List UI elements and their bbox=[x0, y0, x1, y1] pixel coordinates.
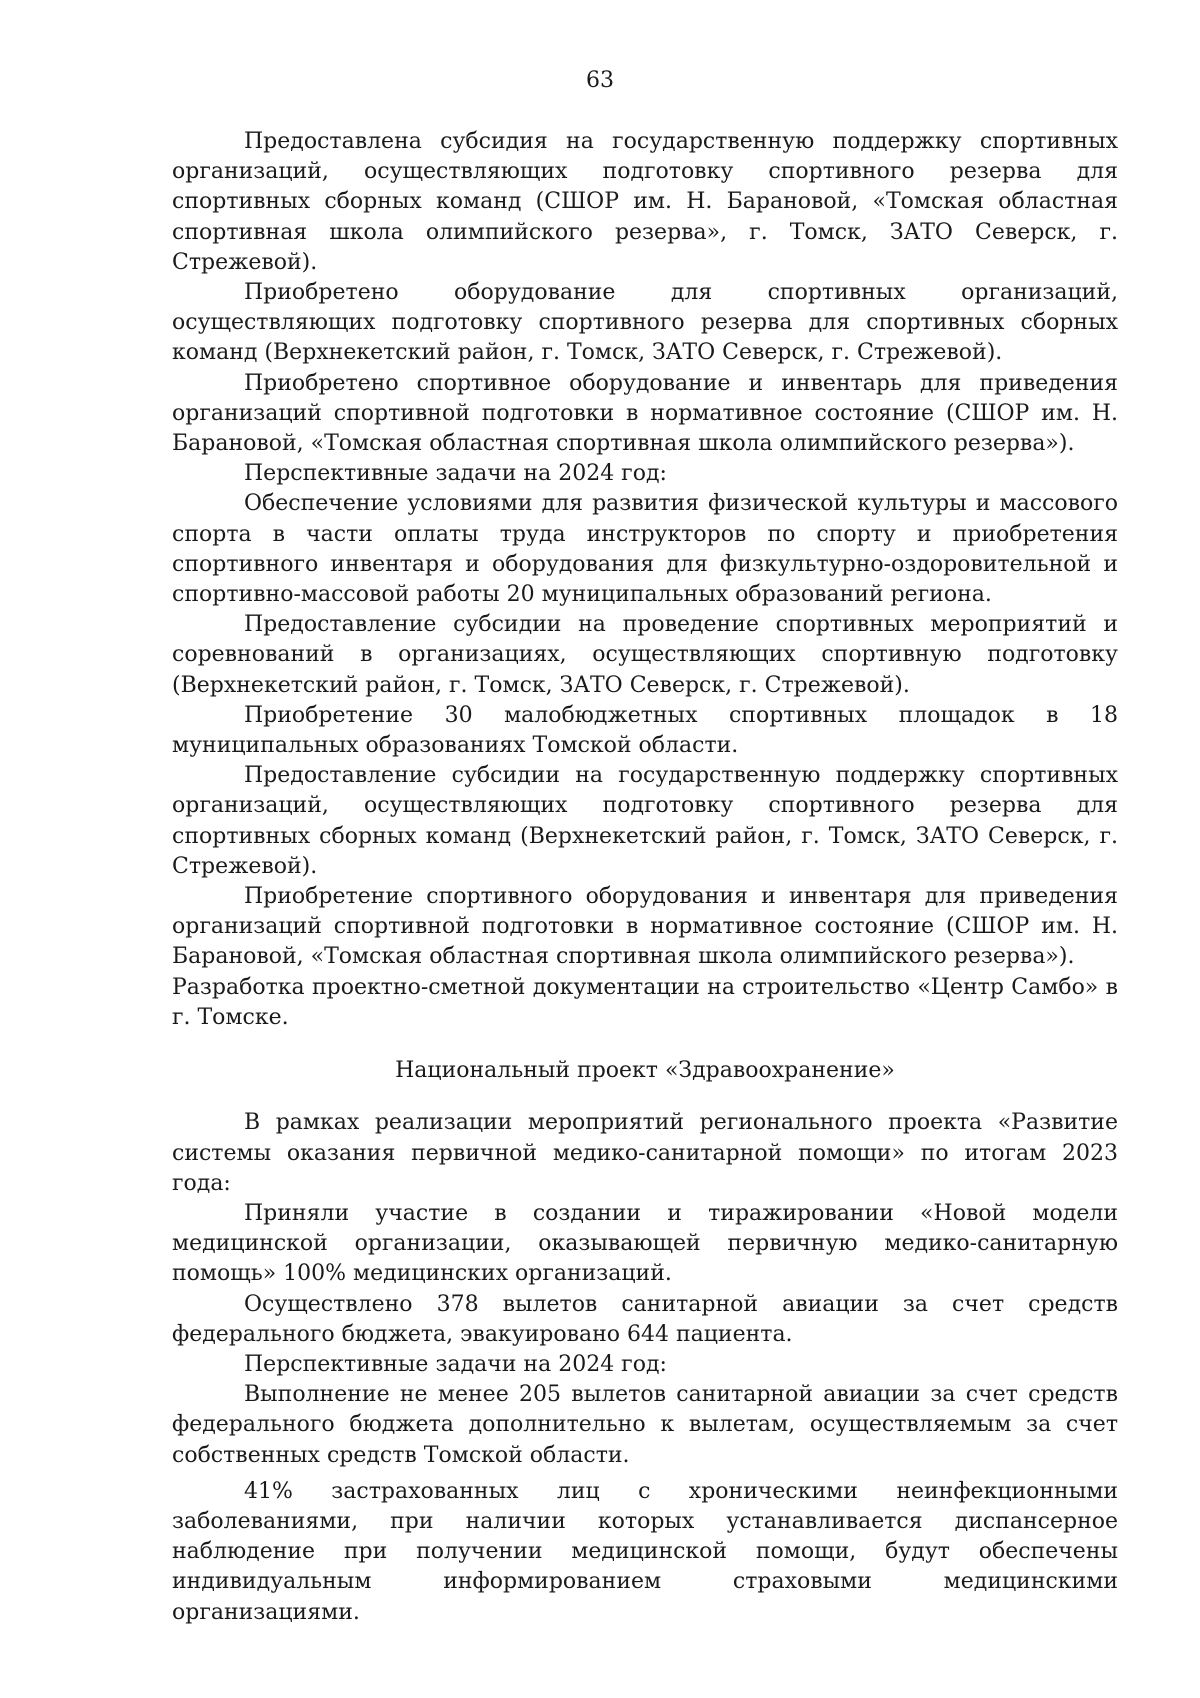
page-number: 63 bbox=[586, 68, 614, 93]
paragraph-subsidy-state-support: Предоставление субсидии на государственную поддержку спортивных организаций, осуществляющих подготовку спортивного резерва для спортивных сборных команд (Верхнекетский район, г. Томск, ЗАТО Северск, г. Стрежевой). bbox=[172, 763, 1118, 879]
paragraph-subsidy-events: Предоставление субсидии на проведение спортивных мероприятий и соревнований в организациях, осуществляющих спортивную подготовку (Верхнекетский район, г. Томск, ЗАТО Северск, г. Стрежевой). bbox=[172, 612, 1118, 698]
paragraph-sambo-center: Разработка проектно-сметной документации на строительство «Центр Самбо» в г. Томске. bbox=[172, 974, 1118, 1030]
paragraph-primary-care-project: В рамках реализации мероприятий регионального проекта «Развитие системы оказания первичной медико-санитарной помощи» по итогам 2023 года: bbox=[172, 1110, 1118, 1196]
paragraph-physical-culture-conditions: Обеспечение условиями для развития физической культуры и массового спорта в части оплаты труда инструкторов по спорту и приобретения спортивного инвентаря и оборудования для физкультурно-оздоровительной и спортивно-массовой работы 20 муниципальных образований региона. bbox=[172, 491, 1118, 608]
paragraph-new-model: Приняли участие в создании и тиражировании «Новой модели медицинской организации, оказывающей первичную медико-санитарную помощь» 100% медицинских организаций. bbox=[172, 1200, 1118, 1287]
paragraph-air-flights-plan: Выполнение не менее 205 вылетов санитарной авиации за счет средств федерального бюджета дополнительно к вылетам, осуществляемым за счет собственных средств Томской области. bbox=[172, 1382, 1118, 1468]
paragraph-sport-grounds: Приобретение 30 малобюджетных спортивных площадок в 18 муниципальных образованиях Томской области. bbox=[172, 702, 1118, 759]
paragraph-air-ambulance: Осуществлено 378 вылетов санитарной авиации за счет средств федерального бюджета, эвакуировано 644 пациента. bbox=[172, 1291, 1118, 1347]
paragraph-tasks-2024-sport: Перспективные задачи на 2024 год: bbox=[244, 461, 667, 487]
paragraph-equipment-purchased: Приобретено оборудование для спортивных организаций, осуществляющих подготовку спортивного резерва для спортивных сборных команд (Верхнекетский район, г. Томск, ЗАТО Северск, г. Стрежевой). bbox=[172, 280, 1118, 366]
paragraph-tasks-2024-health: Перспективные задачи на 2024 год: bbox=[244, 1351, 667, 1377]
paragraph-sport-inventory-purchased: Приобретено спортивное оборудование и инвентарь для приведения организаций спортивной подготовки в нормативное состояние (СШОР им. Н. Барановой, «Томская областная спортивная школа олимпийского резерва»). bbox=[172, 370, 1118, 457]
paragraph-insured-informing: 41% застрахованных лиц с хроническими неинфекционными заболеваниями, при наличии которых устанавливается диспансерное наблюдение при получении медицинской помощи, будут обеспечены индивидуальным информированием страховыми медицинскими организациями. bbox=[172, 1478, 1118, 1625]
paragraph-subsidy-sport-reserve: Предоставлена субсидия на государственную поддержку спортивных организаций, осуществляющих подготовку спортивного резерва для спортивных сборных команд (СШОР им. Н. Барановой, «Томская областная спортивная школа олимпийского резерва», г. Томск, ЗАТО Северск, г. Стрежевой). bbox=[172, 129, 1118, 275]
page-body bbox=[172, 127, 1118, 1628]
section-heading-healthcare: Национальный проект «Здравоохранение» bbox=[395, 1058, 895, 1084]
paragraph-equipment-acquisition: Приобретение спортивного оборудования и инвентаря для приведения организаций спортивной подготовки в нормативное состояние (СШОР им. Н. Барановой, «Томская областная спортивная школа олимпийского резерва»). bbox=[172, 884, 1118, 970]
